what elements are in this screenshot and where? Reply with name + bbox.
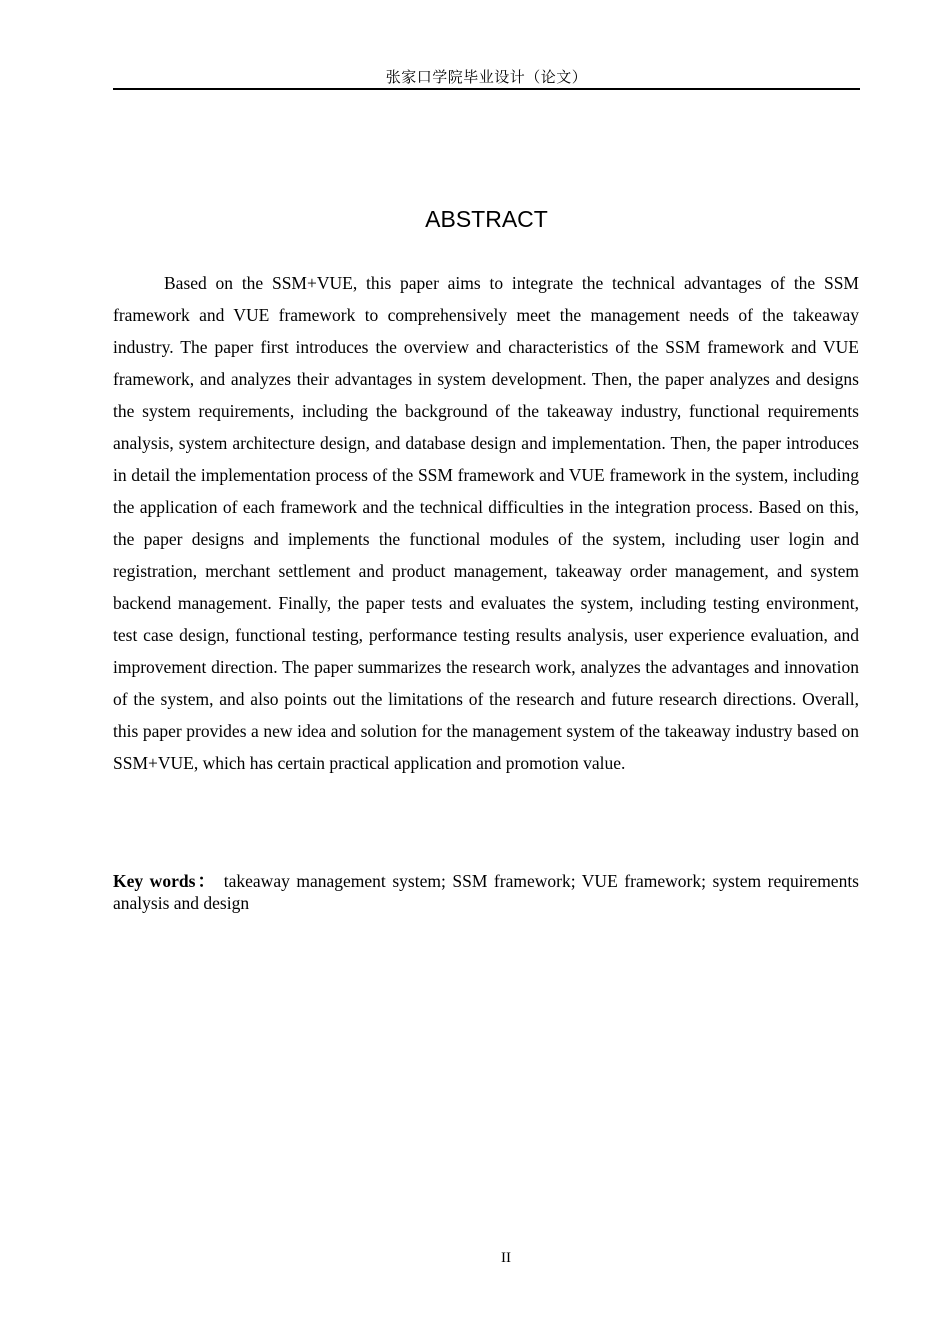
keywords-label: Key words： [113, 871, 218, 891]
page-header [113, 66, 860, 90]
abstract-body: Based on the SSM+VUE, this paper aims to integrate the technical advantages of the SSM framework and VUE framework to comprehensively meet the management needs of the takeaway industry. The paper first introduces the overview and characteristics of the SSM framework and VUE framework, and analyzes their advantages in system development. Then, the paper analyzes and designs the system requirements, including the background of the takeaway industry, functional requirements analysis, system architecture design, and database design and implementation. Then, the paper introduces in detail the implementation process of the SSM framework and VUE framework in the system, including the application of each framework and the technical difficulties in the integration process. Based on this, the paper designs and implements the functional modules of the system, including user login and registration, merchant settlement and product management, takeaway order management, and system backend management. Finally, the paper tests and evaluates the system, including testing environment, test case design, functional testing, performance testing results analysis, user experience evaluation, and improvement direction. The paper summarizes the research work, analyzes the advantages and innovation of the system, and also points out the limitations of the research and future research directions. Overall, this paper provides a new idea and solution for the management system of the takeaway industry based on SSM+VUE, which has certain practical application and promotion value. [113, 273, 859, 773]
keywords-text: takeaway management system; SSM framework; VUE framework; system requirements analysis and design [113, 871, 859, 913]
keywords-paragraph [113, 870, 859, 914]
abstract-title: ABSTRACT [425, 206, 548, 232]
header-title: 张家口学院毕业设计（论文） [385, 68, 588, 86]
page-number: II [501, 1250, 511, 1266]
